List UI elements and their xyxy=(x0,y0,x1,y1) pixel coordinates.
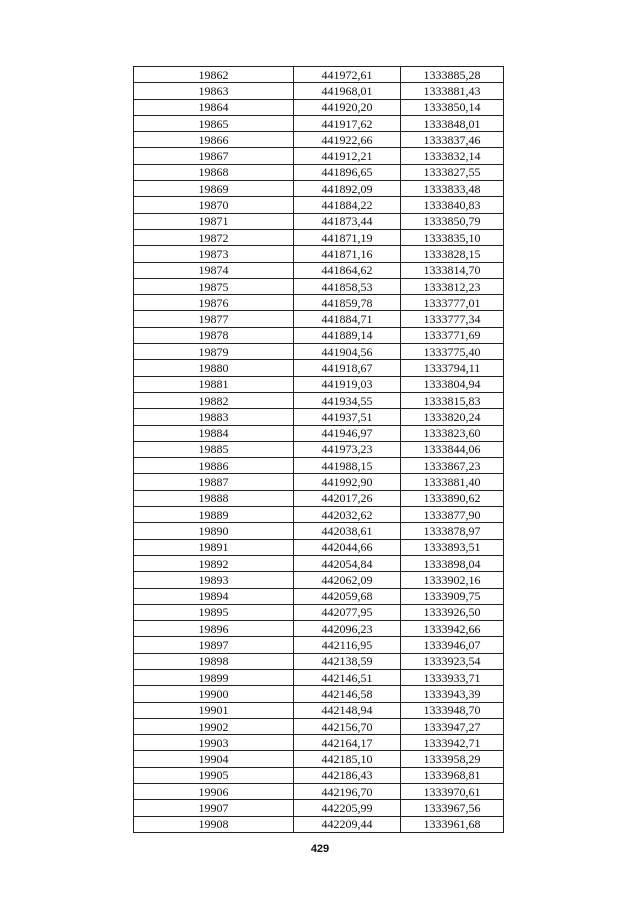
x-coordinate-cell: 442164,17 xyxy=(294,735,401,751)
point-number-cell: 19878 xyxy=(134,327,294,343)
x-coordinate-cell: 442096,23 xyxy=(294,621,401,637)
y-coordinate-cell: 1333814,70 xyxy=(401,262,504,278)
y-coordinate-cell: 1333881,43 xyxy=(401,83,504,99)
y-coordinate-cell: 1333902,16 xyxy=(401,572,504,588)
table-row xyxy=(134,718,504,734)
y-coordinate-cell: 1333850,79 xyxy=(401,213,504,229)
point-number-cell: 19882 xyxy=(134,392,294,408)
x-coordinate-cell: 441920,20 xyxy=(294,99,401,115)
table-row xyxy=(134,751,504,767)
table-row xyxy=(134,539,504,555)
point-number-cell: 19891 xyxy=(134,539,294,555)
page-number: 429 xyxy=(310,843,330,855)
y-coordinate-cell: 1333942,71 xyxy=(401,735,504,751)
x-coordinate-cell: 441859,78 xyxy=(294,295,401,311)
x-coordinate-cell: 442062,09 xyxy=(294,572,401,588)
y-coordinate-cell: 1333833,48 xyxy=(401,181,504,197)
x-coordinate-cell: 441946,97 xyxy=(294,425,401,441)
point-number-cell: 19865 xyxy=(134,115,294,131)
y-coordinate-cell: 1333835,10 xyxy=(401,229,504,245)
x-coordinate-cell: 441973,23 xyxy=(294,441,401,457)
point-number-cell: 19868 xyxy=(134,164,294,180)
point-number-cell: 19902 xyxy=(134,718,294,734)
table-row xyxy=(134,132,504,148)
y-coordinate-cell: 1333777,34 xyxy=(401,311,504,327)
point-number-cell: 19873 xyxy=(134,246,294,262)
point-number-cell: 19889 xyxy=(134,507,294,523)
point-number-cell: 19905 xyxy=(134,767,294,783)
x-coordinate-cell: 441917,62 xyxy=(294,115,401,131)
table-row xyxy=(134,213,504,229)
x-coordinate-cell: 441873,44 xyxy=(294,213,401,229)
x-coordinate-cell: 442209,44 xyxy=(294,816,401,832)
y-coordinate-cell: 1333828,15 xyxy=(401,246,504,262)
point-number-cell: 19904 xyxy=(134,751,294,767)
y-coordinate-cell: 1333777,01 xyxy=(401,295,504,311)
point-number-cell: 19875 xyxy=(134,278,294,294)
point-number-cell: 19888 xyxy=(134,490,294,506)
table-row xyxy=(134,669,504,685)
y-coordinate-cell: 1333878,97 xyxy=(401,523,504,539)
y-coordinate-cell: 1333881,40 xyxy=(401,474,504,490)
point-number-cell: 19890 xyxy=(134,523,294,539)
x-coordinate-cell: 441871,19 xyxy=(294,229,401,245)
table-row xyxy=(134,148,504,164)
y-coordinate-cell: 1333968,81 xyxy=(401,767,504,783)
table-row xyxy=(134,295,504,311)
table-row xyxy=(134,621,504,637)
point-number-cell: 19886 xyxy=(134,458,294,474)
table-row xyxy=(134,311,504,327)
table-row xyxy=(134,99,504,115)
point-number-cell: 19908 xyxy=(134,816,294,832)
point-number-cell: 19874 xyxy=(134,262,294,278)
table-row xyxy=(134,278,504,294)
point-number-cell: 19866 xyxy=(134,132,294,148)
point-number-cell: 19884 xyxy=(134,425,294,441)
y-coordinate-cell: 1333804,94 xyxy=(401,376,504,392)
y-coordinate-cell: 1333948,70 xyxy=(401,702,504,718)
point-number-cell: 19871 xyxy=(134,213,294,229)
y-coordinate-cell: 1333958,29 xyxy=(401,751,504,767)
table-row xyxy=(134,327,504,343)
point-number-cell: 19897 xyxy=(134,637,294,653)
table-row xyxy=(134,474,504,490)
table-row xyxy=(134,800,504,816)
y-coordinate-cell: 1333848,01 xyxy=(401,115,504,131)
table-row xyxy=(134,702,504,718)
y-coordinate-cell: 1333812,23 xyxy=(401,278,504,294)
table-row xyxy=(134,555,504,571)
y-coordinate-cell: 1333923,54 xyxy=(401,653,504,669)
table-row xyxy=(134,507,504,523)
point-number-cell: 19879 xyxy=(134,344,294,360)
table-row xyxy=(134,441,504,457)
x-coordinate-cell: 441884,71 xyxy=(294,311,401,327)
y-coordinate-cell: 1333946,07 xyxy=(401,637,504,653)
point-number-cell: 19907 xyxy=(134,800,294,816)
point-number-cell: 19896 xyxy=(134,621,294,637)
y-coordinate-cell: 1333867,23 xyxy=(401,458,504,474)
point-number-cell: 19898 xyxy=(134,653,294,669)
table-row xyxy=(134,604,504,620)
x-coordinate-cell: 442186,43 xyxy=(294,767,401,783)
x-coordinate-cell: 441912,21 xyxy=(294,148,401,164)
point-number-cell: 19894 xyxy=(134,588,294,604)
table-row xyxy=(134,653,504,669)
y-coordinate-cell: 1333840,83 xyxy=(401,197,504,213)
x-coordinate-cell: 441864,62 xyxy=(294,262,401,278)
x-coordinate-cell: 441884,22 xyxy=(294,197,401,213)
point-number-cell: 19872 xyxy=(134,229,294,245)
point-number-cell: 19895 xyxy=(134,604,294,620)
table-row xyxy=(134,181,504,197)
point-number-cell: 19880 xyxy=(134,360,294,376)
x-coordinate-cell: 442156,70 xyxy=(294,718,401,734)
table-row xyxy=(134,229,504,245)
table-row xyxy=(134,164,504,180)
table-row xyxy=(134,246,504,262)
y-coordinate-cell: 1333942,66 xyxy=(401,621,504,637)
x-coordinate-cell: 442185,10 xyxy=(294,751,401,767)
x-coordinate-cell: 442205,99 xyxy=(294,800,401,816)
y-coordinate-cell: 1333832,14 xyxy=(401,148,504,164)
y-coordinate-cell: 1333933,71 xyxy=(401,669,504,685)
x-coordinate-cell: 441988,15 xyxy=(294,458,401,474)
y-coordinate-cell: 1333823,60 xyxy=(401,425,504,441)
point-number-cell: 19870 xyxy=(134,197,294,213)
x-coordinate-cell: 441896,65 xyxy=(294,164,401,180)
x-coordinate-cell: 442138,59 xyxy=(294,653,401,669)
x-coordinate-cell: 442038,61 xyxy=(294,523,401,539)
x-coordinate-cell: 442017,26 xyxy=(294,490,401,506)
point-number-cell: 19899 xyxy=(134,669,294,685)
point-number-cell: 19885 xyxy=(134,441,294,457)
point-number-cell: 19906 xyxy=(134,784,294,800)
table-row xyxy=(134,197,504,213)
y-coordinate-cell: 1333967,56 xyxy=(401,800,504,816)
y-coordinate-cell: 1333926,50 xyxy=(401,604,504,620)
point-number-cell: 19869 xyxy=(134,181,294,197)
coordinates-table xyxy=(133,66,504,833)
x-coordinate-cell: 441858,53 xyxy=(294,278,401,294)
point-number-cell: 19864 xyxy=(134,99,294,115)
x-coordinate-cell: 442059,68 xyxy=(294,588,401,604)
x-coordinate-cell: 441992,90 xyxy=(294,474,401,490)
table-row xyxy=(134,686,504,702)
table-row xyxy=(134,523,504,539)
y-coordinate-cell: 1333898,04 xyxy=(401,555,504,571)
table-row xyxy=(134,344,504,360)
y-coordinate-cell: 1333815,83 xyxy=(401,392,504,408)
table-row xyxy=(134,784,504,800)
table-row xyxy=(134,767,504,783)
table-row xyxy=(134,458,504,474)
point-number-cell: 19876 xyxy=(134,295,294,311)
table-row xyxy=(134,115,504,131)
x-coordinate-cell: 441922,66 xyxy=(294,132,401,148)
table-row xyxy=(134,360,504,376)
table-row xyxy=(134,262,504,278)
x-coordinate-cell: 441871,16 xyxy=(294,246,401,262)
y-coordinate-cell: 1333961,68 xyxy=(401,816,504,832)
point-number-cell: 19867 xyxy=(134,148,294,164)
point-number-cell: 19863 xyxy=(134,83,294,99)
x-coordinate-cell: 441937,51 xyxy=(294,409,401,425)
y-coordinate-cell: 1333893,51 xyxy=(401,539,504,555)
table-row xyxy=(134,588,504,604)
y-coordinate-cell: 1333850,14 xyxy=(401,99,504,115)
y-coordinate-cell: 1333771,69 xyxy=(401,327,504,343)
x-coordinate-cell: 442054,84 xyxy=(294,555,401,571)
x-coordinate-cell: 442196,70 xyxy=(294,784,401,800)
y-coordinate-cell: 1333844,06 xyxy=(401,441,504,457)
x-coordinate-cell: 441934,55 xyxy=(294,392,401,408)
x-coordinate-cell: 442146,58 xyxy=(294,686,401,702)
table-row xyxy=(134,67,504,83)
point-number-cell: 19901 xyxy=(134,702,294,718)
table-row xyxy=(134,572,504,588)
x-coordinate-cell: 442077,95 xyxy=(294,604,401,620)
x-coordinate-cell: 441889,14 xyxy=(294,327,401,343)
table-row xyxy=(134,735,504,751)
x-coordinate-cell: 441972,61 xyxy=(294,67,401,83)
point-number-cell: 19903 xyxy=(134,735,294,751)
x-coordinate-cell: 442148,94 xyxy=(294,702,401,718)
x-coordinate-cell: 442044,66 xyxy=(294,539,401,555)
y-coordinate-cell: 1333909,75 xyxy=(401,588,504,604)
point-number-cell: 19883 xyxy=(134,409,294,425)
x-coordinate-cell: 442116,95 xyxy=(294,637,401,653)
table-row xyxy=(134,392,504,408)
y-coordinate-cell: 1333885,28 xyxy=(401,67,504,83)
table-row xyxy=(134,376,504,392)
table-row xyxy=(134,83,504,99)
x-coordinate-cell: 442146,51 xyxy=(294,669,401,685)
y-coordinate-cell: 1333970,61 xyxy=(401,784,504,800)
y-coordinate-cell: 1333890,62 xyxy=(401,490,504,506)
y-coordinate-cell: 1333775,40 xyxy=(401,344,504,360)
point-number-cell: 19881 xyxy=(134,376,294,392)
y-coordinate-cell: 1333947,27 xyxy=(401,718,504,734)
x-coordinate-cell: 441904,56 xyxy=(294,344,401,360)
table-row xyxy=(134,816,504,832)
coordinates-table-body xyxy=(134,67,504,833)
table-row xyxy=(134,409,504,425)
y-coordinate-cell: 1333794,11 xyxy=(401,360,504,376)
table-row xyxy=(134,425,504,441)
x-coordinate-cell: 441968,01 xyxy=(294,83,401,99)
point-number-cell: 19887 xyxy=(134,474,294,490)
x-coordinate-cell: 441919,03 xyxy=(294,376,401,392)
x-coordinate-cell: 441918,67 xyxy=(294,360,401,376)
point-number-cell: 19893 xyxy=(134,572,294,588)
x-coordinate-cell: 442032,62 xyxy=(294,507,401,523)
x-coordinate-cell: 441892,09 xyxy=(294,181,401,197)
point-number-cell: 19877 xyxy=(134,311,294,327)
point-number-cell: 19892 xyxy=(134,555,294,571)
point-number-cell: 19900 xyxy=(134,686,294,702)
point-number-cell: 19862 xyxy=(134,67,294,83)
y-coordinate-cell: 1333827,55 xyxy=(401,164,504,180)
y-coordinate-cell: 1333943,39 xyxy=(401,686,504,702)
y-coordinate-cell: 1333837,46 xyxy=(401,132,504,148)
table-row xyxy=(134,490,504,506)
table-row xyxy=(134,637,504,653)
y-coordinate-cell: 1333877,90 xyxy=(401,507,504,523)
y-coordinate-cell: 1333820,24 xyxy=(401,409,504,425)
